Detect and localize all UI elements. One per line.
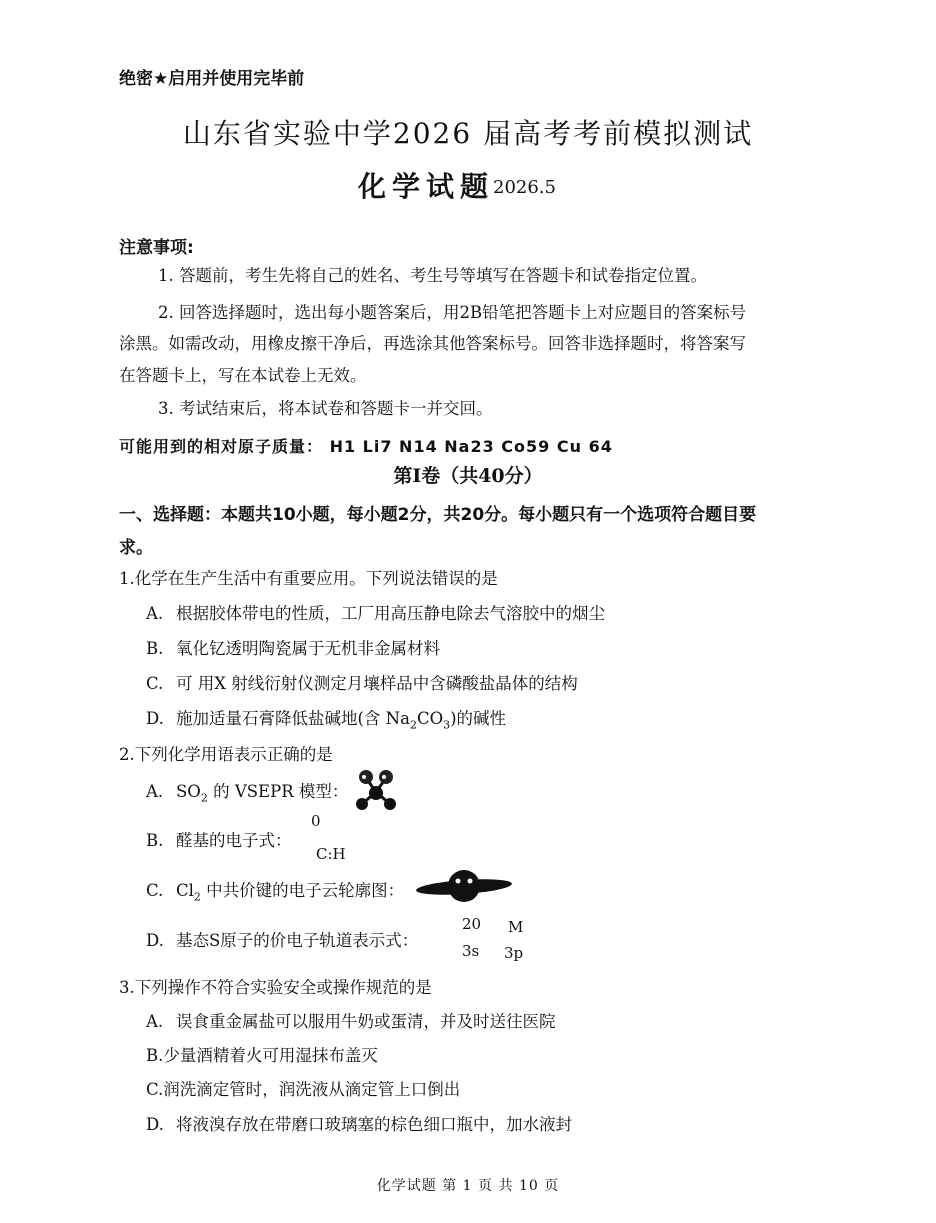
subject-title: 化学试题 xyxy=(358,170,495,203)
option-letter: C. xyxy=(146,674,164,693)
q1-stem: 1.化学在生产生活中有重要应用。下列说法错误的是 xyxy=(119,569,498,588)
q2-option-a xyxy=(146,778,348,804)
subscript: 2 xyxy=(193,890,201,904)
option-text: SO xyxy=(176,782,201,801)
q3-option-c: C.润洗滴定管时，润洗液从滴定管上口倒出 xyxy=(146,1080,461,1099)
option-text: 醛基的电子式： xyxy=(176,831,292,850)
q2-stem: 2.下列化学用语表示正确的是 xyxy=(119,745,333,764)
subscript: 2 xyxy=(409,718,417,732)
aldehyde-electron-dot-top: 0 xyxy=(311,812,321,830)
option-text: )的碱性 xyxy=(450,709,507,728)
exam-title: 山东省实验中学2026 届高考考前模拟测试 xyxy=(182,117,754,150)
secret-label: 绝密★启用并使用完毕前 xyxy=(119,69,305,89)
exam-date: 2026.5 xyxy=(493,177,556,198)
atomic-mass-line: 可能用到的相对原子质量： H1 Li7 N14 Na23 Co59 Cu 64 xyxy=(119,437,613,456)
notice-heading: 注意事项: xyxy=(119,238,194,258)
option-letter: A. xyxy=(146,782,164,801)
q1-option-d xyxy=(146,705,506,731)
subscript: 2 xyxy=(200,791,208,805)
option-text: 将液溴存放在带磨口玻璃塞的棕色细口瓶中，加水液封 xyxy=(176,1115,572,1134)
q3-option-d xyxy=(146,1111,572,1135)
q1-option-b xyxy=(146,635,440,659)
q3-stem: 3.下列操作不符合实验安全或操作规范的是 xyxy=(119,978,432,997)
orbital-3p-label: 3p xyxy=(504,944,524,962)
q2-option-d xyxy=(146,927,418,951)
option-text: 根据胶体带电的性质，工厂用高压静电除去气溶胶中的烟尘 xyxy=(176,604,605,623)
option-text: 氧化钇透明陶瓷属于无机非金属材料 xyxy=(176,639,440,658)
option-text: 的 VSEPR 模型： xyxy=(207,782,349,801)
option-text: 可 用X 射线衍射仪测定月壤样品中含磷酸盐晶体的结构 xyxy=(176,674,578,693)
option-text: 施加适量石膏降低盐碱地(含 Na xyxy=(176,709,410,728)
notice-item-1: 1. 答题前，考生先将自己的姓名、考生号等填写在答题卡和试卷指定位置。 xyxy=(158,266,707,285)
q2-option-b xyxy=(146,827,292,851)
part1-intro: 一、选择题：本题共10小题，每小题2分，共20分。每小题只有一个选项符合题目要 xyxy=(119,505,757,525)
option-letter: A. xyxy=(146,604,164,623)
option-text: 中共价键的电子云轮廓图： xyxy=(200,881,405,900)
option-text: CO xyxy=(416,709,444,728)
vsepr-model-icon xyxy=(352,766,400,814)
orbital-3p-box: M xyxy=(508,918,524,936)
notice-item-2-cont: 涂黑。如需改动，用橡皮擦干净后，再选涂其他答案标号。回答非选择题时，将答案写 xyxy=(119,334,746,353)
option-text: 基态S原子的价电子轨道表示式： xyxy=(176,931,419,950)
orbital-3s-box: 20 xyxy=(462,915,482,933)
q1-option-c xyxy=(146,670,578,694)
notice-item-2-cont2: 在答题卡上，写在本试卷上无效。 xyxy=(119,366,367,385)
option-letter: D. xyxy=(146,709,164,728)
part1-intro-cont: 求。 xyxy=(119,538,153,558)
q3-option-b: B.少量酒精着火可用湿抹布盖灭 xyxy=(146,1046,378,1065)
option-letter: B. xyxy=(146,639,164,658)
page-footer: 化学试题 第 1 页 共 10 页 xyxy=(376,1178,560,1194)
option-text: 误食重金属盐可以服用牛奶或蛋清，并及时送往医院 xyxy=(176,1012,556,1031)
orbital-3s-label: 3s xyxy=(462,942,480,960)
option-text: Cl xyxy=(176,881,194,900)
notice-item-3: 3. 考试结束后，将本试卷和答题卡一并交回。 xyxy=(158,399,493,418)
q2-option-c xyxy=(146,877,404,903)
electron-cloud-icon xyxy=(414,866,514,906)
option-letter: D. xyxy=(146,931,164,950)
aldehyde-electron-dot-formula: C:H xyxy=(316,845,346,863)
option-letter: C. xyxy=(146,881,164,900)
q1-option-a xyxy=(146,600,605,624)
option-letter: D. xyxy=(146,1115,164,1134)
option-letter: B. xyxy=(146,831,164,850)
notice-item-2: 2. 回答选择题时，选出每小题答案后，用2B铅笔把答题卡上对应题目的答案标号 xyxy=(158,303,747,322)
subscript: 3 xyxy=(443,718,451,732)
section-title: 第Ⅰ卷（共40分） xyxy=(393,465,543,487)
q3-option-a xyxy=(146,1008,556,1032)
option-letter: A. xyxy=(146,1012,164,1031)
